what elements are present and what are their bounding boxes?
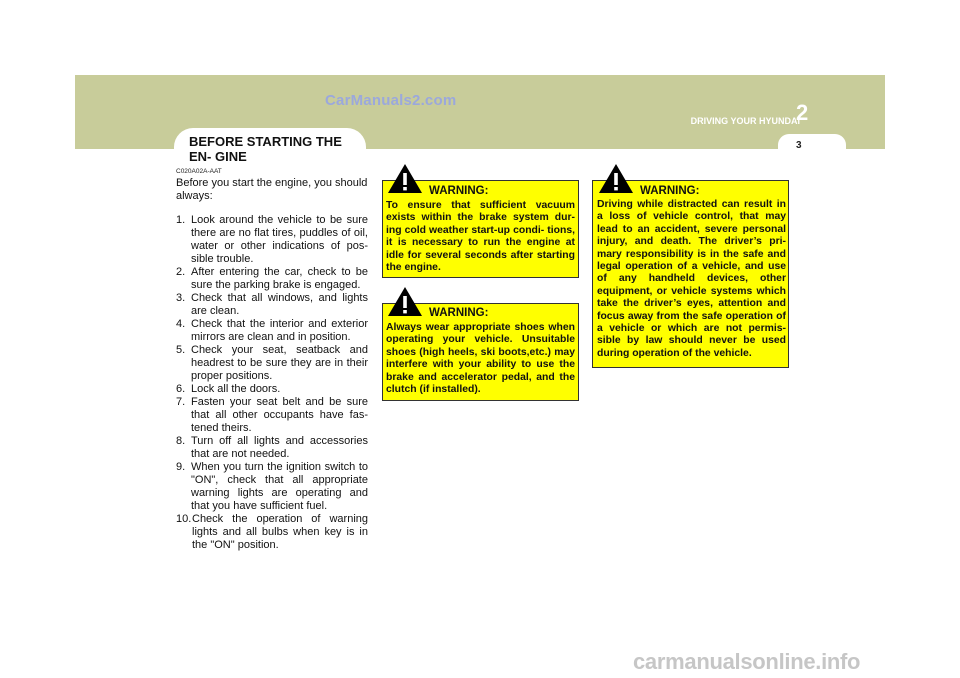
list-item [176, 266, 368, 292]
list-item [176, 513, 368, 552]
step-text: After entering the car, check to be sure the parking brake is engaged. [191, 266, 368, 291]
warning-text: To ensure that sufficient vacuum exists within the brake system dur- ing cold weather start-up condi- tions, it is necessary to run the engine at idle for several seconds after starting the engine. [386, 200, 575, 274]
step-number: 8. [176, 435, 186, 447]
step-text: Check that the interior and exterior mirrors are clean and in position. [191, 318, 368, 343]
step-text: Fasten your seat belt and be sure that all other occupants have fas- tened theirs. [191, 396, 368, 434]
warning-title: WARNING: [429, 185, 489, 197]
step-text: When you turn the ignition switch to "ON", check that all appropriate warning lights are operating and that you have sufficient fuel. [191, 461, 368, 512]
list-item [176, 344, 368, 383]
warning-text: Driving while distracted can result in a loss of vehicle control, that may lead to an accident, severe personal injury, and death. The driver’s pri- mary responsibility is in the safe and legal operation of a vehicle, and use of any handheld devices, other equipment, or vehicle systems which take the driver’s eyes, attention and focus away from the safe operation of a vehicle or which are not permis- sible by law should never be used during operation of the vehicle. [597, 199, 786, 359]
warning-text: Always wear appropriate shoes when operating your vehicle. Unsuitable shoes (high heels, ski boots,etc.) may interfere with your ability to use the brake and accelerator pedal, and the clutch (if installed). [386, 322, 575, 396]
list-item [176, 214, 368, 266]
step-text: Check that all windows, and lights are clean. [191, 292, 368, 317]
checklist [176, 214, 368, 552]
warning-title: WARNING: [429, 307, 489, 319]
step-number: 2. [176, 266, 186, 278]
step-text: Lock all the doors. [191, 383, 281, 395]
section-number: 2 [796, 100, 809, 125]
list-item [176, 292, 368, 318]
watermark-logo: CarManuals2.com [325, 92, 457, 109]
list-item [176, 396, 368, 435]
step-number: 6. [176, 383, 186, 395]
list-item [176, 318, 368, 344]
step-number: 4. [176, 318, 186, 330]
page-number: 3 [796, 140, 802, 151]
section-title: DRIVING YOUR HYUNDAI [690, 116, 800, 126]
step-number: 5. [176, 344, 186, 356]
exclamation-triangle-icon [387, 286, 423, 317]
step-text: Check the operation of warning lights and all bulbs when key is in the "ON" position. [192, 513, 368, 551]
exclamation-triangle-icon [598, 163, 634, 194]
reference-code: C020A02A-AAT [176, 168, 222, 175]
list-item [176, 435, 368, 461]
step-number: 1. [176, 214, 186, 226]
warning-title: WARNING: [640, 185, 700, 197]
footer-watermark: carmanualsonline.info [633, 649, 861, 674]
list-item [176, 461, 368, 513]
step-text: Check your seat, seatback and headrest to be sure they are in their proper positions. [191, 344, 368, 382]
step-number: 7. [176, 396, 186, 408]
step-number: 10. [176, 513, 192, 525]
section-heading: BEFORE STARTING THE EN- GINE [189, 134, 342, 164]
page-number-tab [778, 134, 846, 156]
step-text: Turn off all lights and accessories that are not needed. [191, 435, 368, 460]
intro-text: Before you start the engine, you should always: [176, 177, 368, 202]
step-number: 3. [176, 292, 186, 304]
step-text: Look around the vehicle to be sure there are no flat tires, puddles of oil, water or other indications of pos- sible trouble. [191, 214, 368, 265]
list-item [176, 383, 368, 396]
step-number: 9. [176, 461, 186, 473]
exclamation-triangle-icon [387, 163, 423, 194]
